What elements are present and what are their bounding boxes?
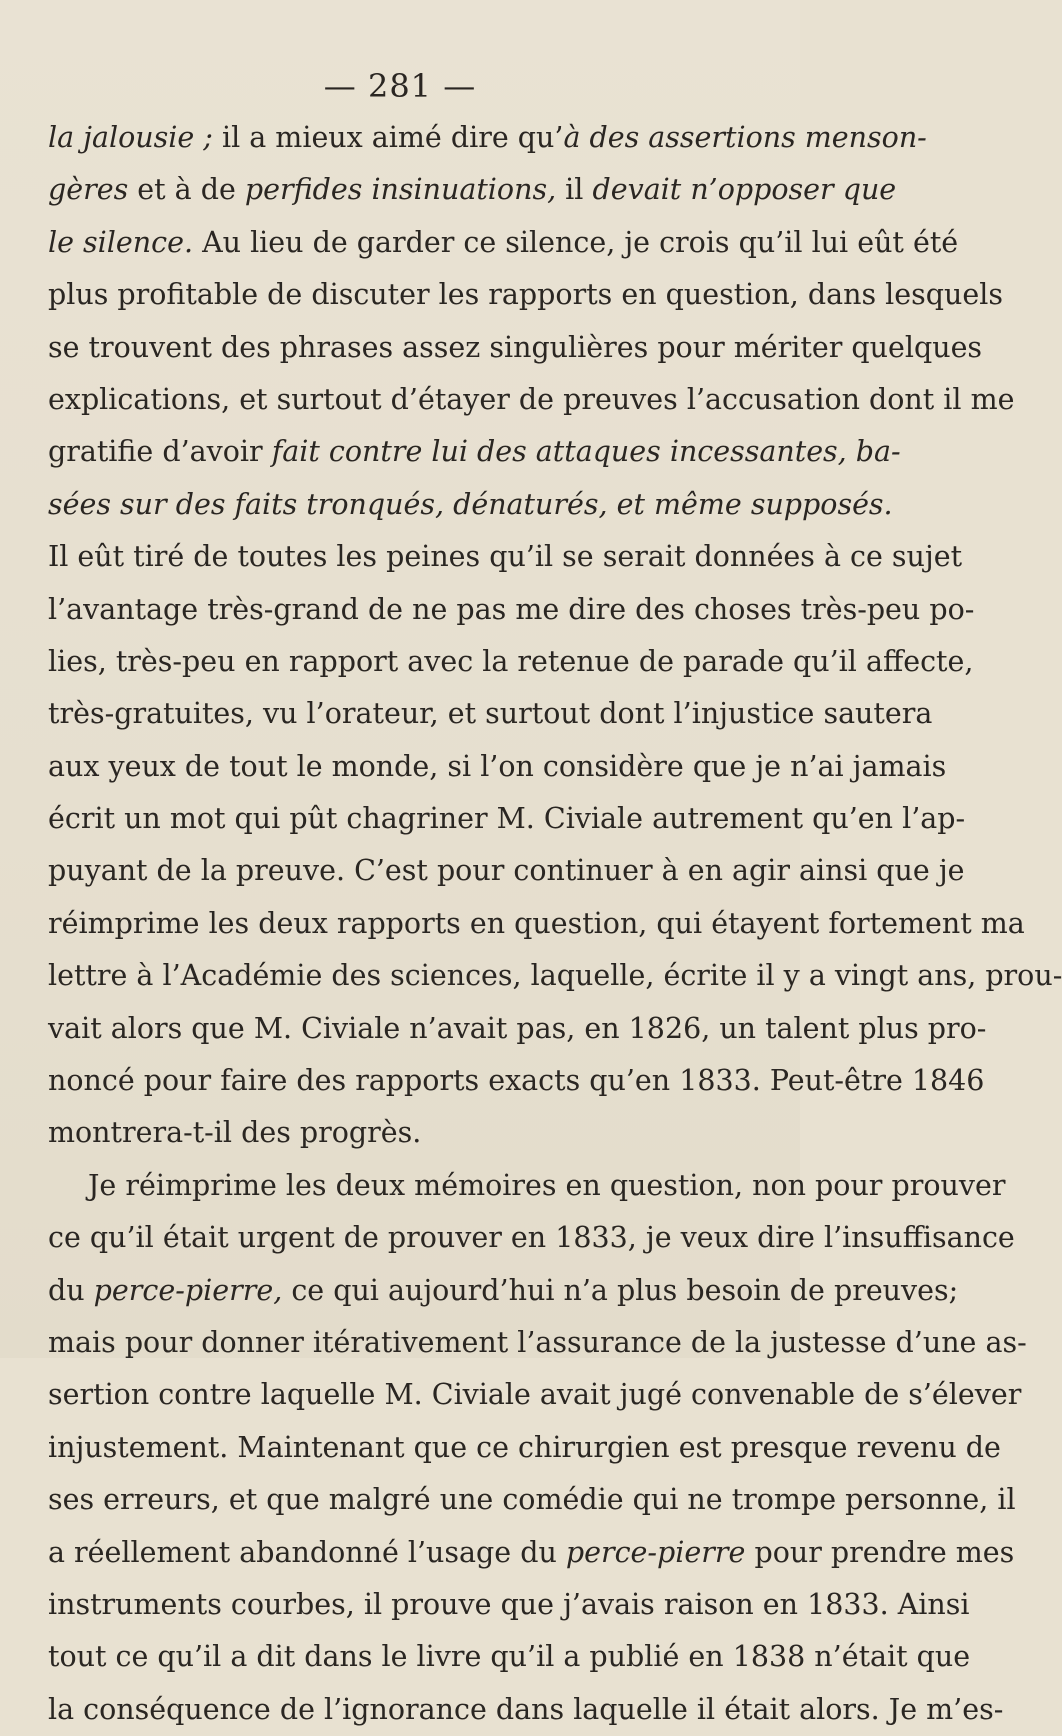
text-line: [48, 1422, 1001, 1474]
text-line: [48, 322, 983, 374]
text-line: [48, 1474, 1016, 1526]
text-line: [48, 1369, 1022, 1421]
text-run: très-gratuites, vu l’orateur, et surtout dont l’injustice sautera: [48, 697, 933, 731]
text-run: sertion contre laquelle M. Civiale avait jugé convenable de s’élever: [48, 1378, 1022, 1412]
text-run: injustement. Maintenant que ce chirurgien est presque revenu de: [48, 1430, 1001, 1464]
italic-text: jalousie ;: [83, 121, 213, 154]
text-run: la conséquence de l’ignorance dans laquelle il était alors. Je m’es-: [48, 1692, 1004, 1726]
text-run: plus profitable de discuter les rapports en question, dans lesquels: [48, 278, 1003, 312]
text-line: [48, 1212, 1015, 1264]
text-run: tout ce qu’il a dit dans le livre qu’il a publié en 1838 n’était que: [48, 1640, 971, 1674]
text-line: [48, 374, 1015, 426]
text-line: [48, 269, 1003, 321]
text-run: l’avantage très-grand de ne pas me dire des choses très-peu po-: [48, 592, 975, 626]
text-run: instruments courbes, il prouve que j’avais raison en 1833. Ainsi: [48, 1587, 970, 1621]
text-line: [48, 1055, 985, 1107]
text-line: [48, 217, 959, 269]
text-run: Je réimprime les deux mémoires en question, non pour prouver: [88, 1168, 1006, 1202]
italic-text: la: [48, 121, 84, 154]
text-run: il a mieux aimé dire qu’: [212, 121, 564, 154]
text-line: [48, 584, 975, 636]
text-line: [48, 1631, 971, 1683]
text-run: montrera-t-il des progrès.: [48, 1116, 422, 1150]
text-line: [48, 636, 974, 688]
text-line: [48, 164, 897, 216]
text-line: [48, 1107, 760, 1159]
text-line: [48, 898, 1025, 950]
text-line: [48, 950, 1062, 1002]
italic-text: devait n’opposer que: [592, 173, 897, 207]
italic-text: perce-pierre: [565, 1535, 746, 1569]
text-run: se trouvent des phrases assez singulières pour mériter quelques: [48, 330, 983, 364]
text-line: [48, 1317, 1027, 1369]
text-line: [48, 1265, 959, 1317]
body-text: [48, 112, 1062, 1736]
text-line: [48, 1684, 1004, 1736]
text-run: vait alors que M. Civiale n’avait pas, en 1826, un talent plus pro-: [48, 1011, 987, 1045]
text-run: gratifie d’avoir: [48, 435, 272, 469]
text-run: noncé pour faire des rapports exacts qu’en 1833. Peut-être 1846: [48, 1064, 985, 1098]
text-line: [48, 845, 965, 897]
text-run: aux yeux de tout le monde, si l’on considère que je n’ai jamais: [48, 749, 947, 783]
text-run: il: [556, 173, 593, 207]
text-run: ce qui aujourd’hui n’a plus besoin de preuves;: [282, 1273, 959, 1307]
italic-text: sées sur des faits tronqués, dénaturés, et même supposés.: [48, 487, 893, 521]
text-line: [48, 426, 901, 478]
italic-text: le silence.: [48, 225, 194, 259]
text-run: puyant de la preuve. C’est pour continuer à en agir ainsi que je: [48, 854, 965, 888]
text-run: ce qu’il était urgent de prouver en 1833, je veux dire l’insuffisance: [48, 1221, 1015, 1255]
italic-text: à des assertions menson-: [563, 121, 927, 154]
text-line: [48, 531, 963, 583]
text-run: lettre à l’Académie des sciences, laquelle, écrite il y a vingt ans, prou-: [48, 959, 1062, 993]
text-run: du: [48, 1273, 94, 1307]
text-run: explications, et surtout d’étayer de preuves l’accusation dont il me: [48, 382, 1015, 416]
text-line: [48, 688, 933, 740]
italic-text: perce-pierre,: [93, 1273, 283, 1307]
text-run: pour prendre mes: [745, 1535, 1015, 1569]
text-run: a réellement abandonné l’usage du: [48, 1535, 566, 1569]
text-line: [48, 1527, 1015, 1579]
text-run: mais pour donner itérativement l’assurance de la justesse d’une as-: [48, 1325, 1027, 1359]
italic-text: perfides insinuations,: [244, 173, 557, 207]
text-run: écrit un mot qui pût chagriner M. Civiale autrement qu’en l’ap-: [48, 802, 966, 836]
text-run: ses erreurs, et que malgré une comédie qui ne trompe personne, il: [48, 1483, 1016, 1517]
text-line: [48, 112, 927, 164]
text-run: Il eût tiré de toutes les peines qu’il se serait données à ce sujet: [48, 540, 963, 574]
italic-text: fait contre lui des attaques incessantes, ba-: [271, 435, 901, 469]
text-line: [48, 741, 947, 793]
text-line: [48, 479, 893, 531]
text-run: et à de: [128, 173, 245, 207]
page-number: — 281 —: [323, 67, 477, 105]
text-run: Au lieu de garder ce silence, je crois qu’il lui eût été: [193, 225, 959, 259]
italic-text: gères: [48, 173, 129, 207]
text-run: réimprime les deux rapports en question, qui étayent fortement ma: [48, 906, 1025, 940]
text-line: [48, 1160, 1006, 1212]
text-run: lies, très-peu en rapport avec la retenue de parade qu’il affecte,: [48, 644, 974, 678]
text-line: [48, 1003, 987, 1055]
text-line: [48, 793, 966, 845]
text-line: [48, 1579, 970, 1631]
